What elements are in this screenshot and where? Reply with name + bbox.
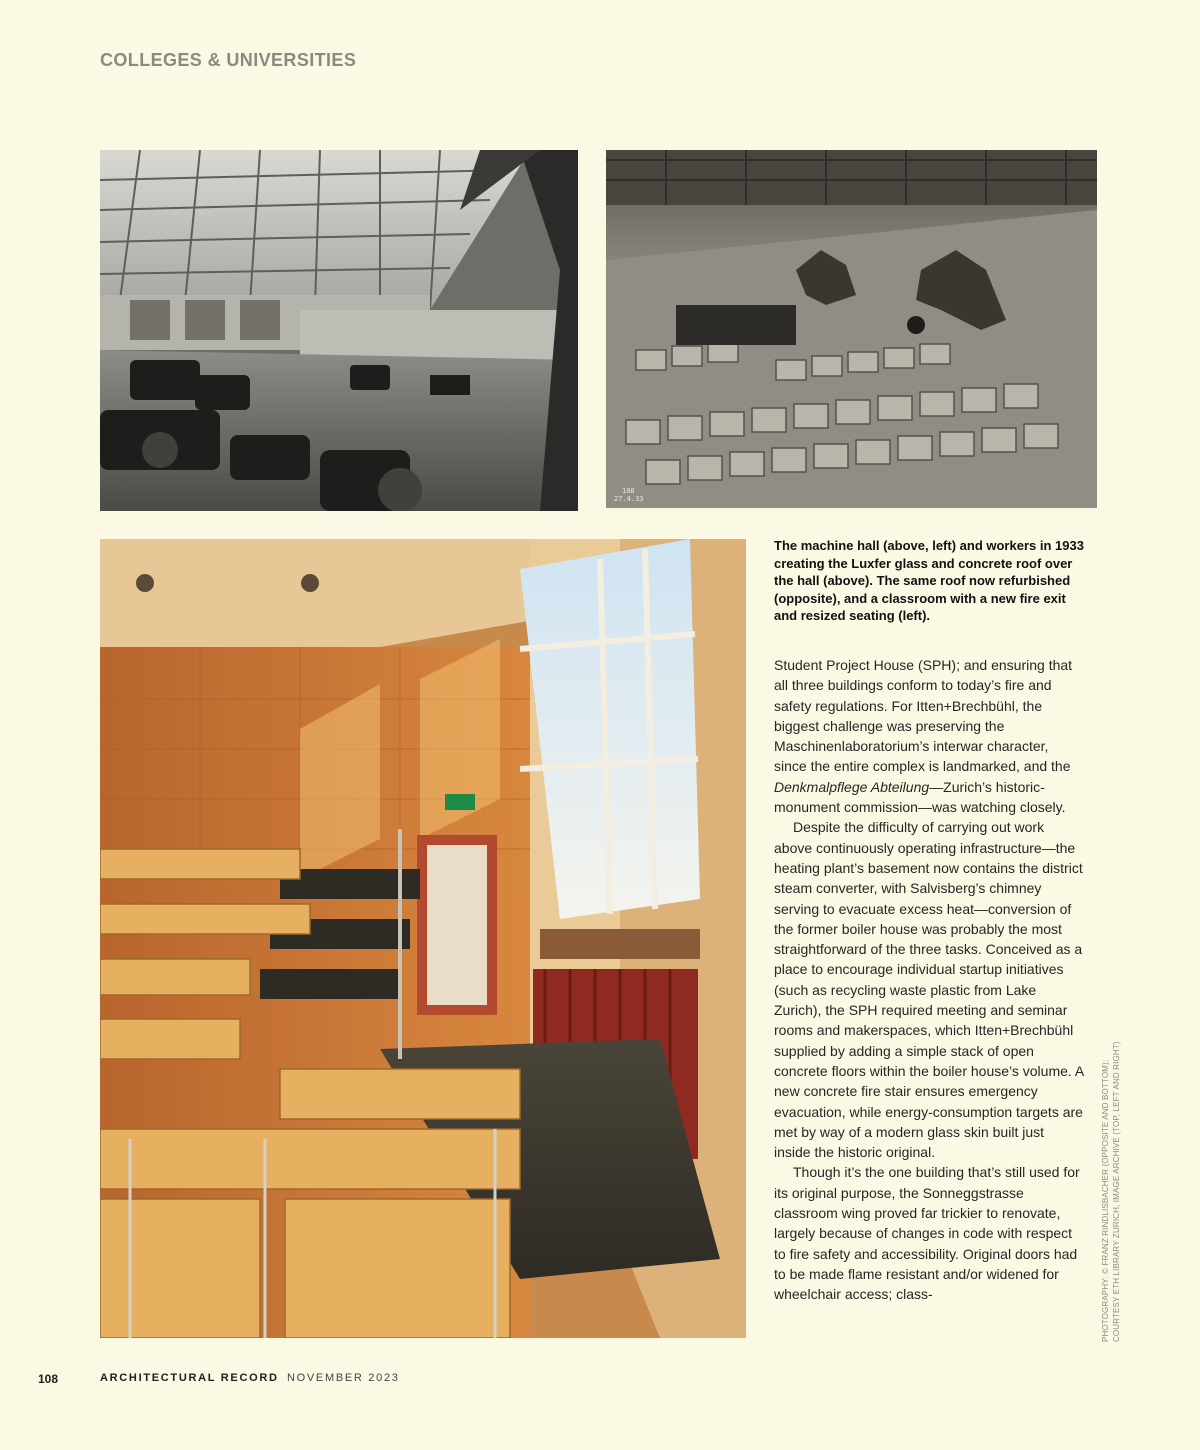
body-paragraph-1: Student Project House (SPH); and ensuring that all three buildings conform to today’s fire and safety regulations. For Itten+Brechbühl, the biggest challenge was preserving the Maschinenlaboratorium’s interwar character, since the entire complex is landmarked, and the Denkmalpflege Abteilung—Zurich’s historic-monument commission—was watching closely.	[774, 657, 1073, 816]
machine-hall-photo	[100, 150, 578, 511]
body-paragraph-3: Though it’s the one building that’s still used for its original purpose, the Sonneggstrasse classroom wing proved far trickier to renovate, largely because of changes in code with respect to fire safety and accessibility. Original doors had to be made flame resistant and/or widened for wheelchair access; class-	[774, 1164, 1080, 1303]
roof-stamp-date: 27.4.33	[614, 495, 644, 503]
photo-caption: The machine hall (above, left) and workers in 1933 creating the Luxfer glass and concrete roof over the hall (above). The same roof now refurbished (opposite), and a classroom with a new fire exit and resized seating (left).	[774, 538, 1084, 624]
section-label: COLLEGES & UNIVERSITIES	[100, 50, 357, 70]
issue-date: NOVEMBER 2023	[287, 1372, 400, 1384]
article-body	[774, 655, 1084, 1305]
body-paragraph-2: Despite the difficulty of carrying out work above continuously operating infrastructure—the heating plant’s basement now contains the district steam converter, with Salvisberg’s chimney serving to evacuate excess heat—conversion of the former boiler house was probably the most straightforward of the three tasks. Conceived as a place to encourage individual startup initiatives (such as recycling waste plastic from Lake Zurich), the SPH required meeting and seminar rooms and makerspaces, which Itten+Brechbühl supplied by adding a simple stack of open concrete floors within the boiler house’s volume. A new concrete fire stair ensures emergency evacuation, while energy-consumption targets are met by way of a modern glass skin built just inside the historic original.	[774, 819, 1084, 1161]
page-number: 108	[38, 1372, 59, 1386]
roof-stamp-number: 108	[622, 487, 635, 495]
italic-term: Denkmalpflege Abteilung	[774, 778, 930, 795]
magazine-name: ARCHITECTURAL RECORD	[100, 1372, 279, 1384]
classroom-photo	[100, 539, 746, 1338]
photo-credit: PHOTOGRAPHY: © FRANZ RINDLISBACHER (OPPOSITE AND BOTTOM); COURTESY ETH LIBRARY ZURICH, IMAGE ARCHIVE (TOP, LEFT AND RIGHT)	[1101, 1041, 1121, 1342]
roof-construction-photo	[606, 150, 1097, 508]
